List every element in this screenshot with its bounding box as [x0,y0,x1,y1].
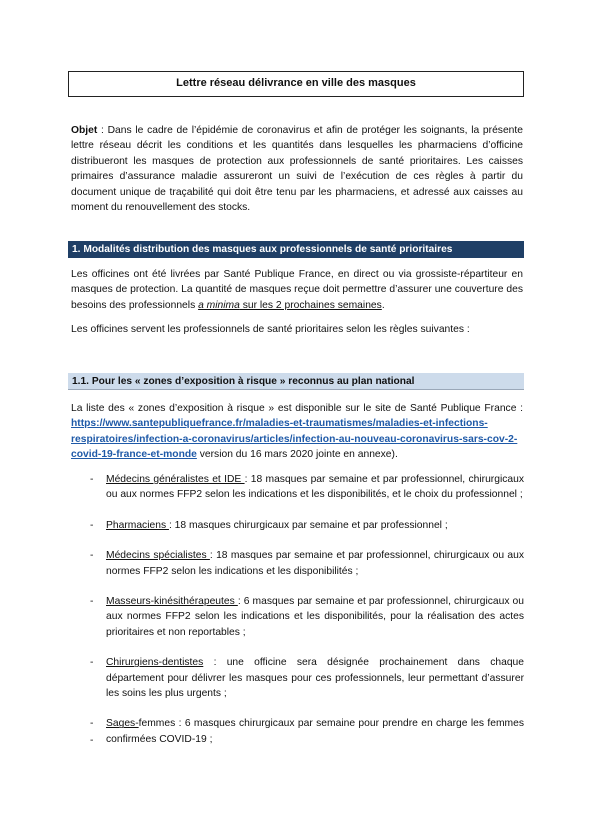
section-1-paragraph-2 [71,322,523,337]
objet-text: : Dans le cadre de l’épidémie de coronavirus et afin de protéger les soignants, la présente lettre réseau décrit les conditions et les quantités dans lesquelles les pharmaciens d’officine distribueront les masques de protection aux professionnels de santé prioritaires. Les caisses primaires d’assurance maladie assureront un suivi de l’exécution de ces règles à partir du document unique de traçabilité qui doit être tenu par les pharmaciens, et adressé aux caisses au moment du renouvellement des stocks. [71,125,523,214]
objet-label: Objet [71,125,98,136]
list-item [90,548,524,579]
document-title [68,71,524,97]
list-item-text: : une officine sera désignée prochainement dans chaque département pour délivrer les masques pour ces professionnels, leur permettant d’assurer les soins les plus urgents ; [106,657,524,700]
list-item-text: femmes : 6 masques chirurgicaux par semaine pour prendre en charge les femmes confirmées COVID-19 ; [106,718,524,745]
section-1-heading-text: 1. Modalités distribution des masques aux professionnels de santé prioritaires [72,244,453,255]
list-item-label: Pharmaciens [106,519,169,531]
para1-underlined: sur les 2 prochaines semaines [239,299,382,311]
professionals-list [90,472,524,762]
document-title-text: Lettre réseau délivrance en ville des masques [176,77,416,90]
section-1-1-paragraph [71,401,523,463]
list-item-label: Médecins spécialistes [106,550,210,562]
list-item [90,472,524,503]
para1-text-a: Les officines ont été livrées par Santé Publique France, en direct ou via grossiste-répartiteur en masques de protection. La quantité de masques reçue doit permettre d’assurer une couverture des besoins des professionnels [71,269,523,311]
list-item-label: Sages- [106,718,139,730]
list-item [90,594,524,640]
list-item-text: : 18 masques par semaine et par professionnel, chirurgicaux ou aux normes FFP2 selon les indications et les disponibilités ; [106,550,524,577]
list-item [90,655,524,701]
list-item-label: Chirurgiens-dentistes [106,657,204,669]
section-1-heading [68,241,524,258]
spf-link[interactable]: https://www.santepubliquefrance.fr/maladies-et-traumatismes/maladies-et-infections-respiratoires/infection-a-coronavirus/articles/infection-au-nouveau-coronavirus-sars-cov-2-covid-19-france-et-monde [71,418,518,461]
list-item-label: Médecins généralistes et IDE [106,474,245,485]
section-1-1-text-a: La liste des « zones d’exposition à risque » est disponible sur le site de Santé Publique France : [71,403,523,414]
list-dash: - [90,596,94,608]
section-1-1-heading-text: 1.1. Pour les « zones d’exposition à risque » reconnus au plan national [72,376,415,387]
section-1-1-heading [68,373,524,390]
section-1-paragraph-1 [71,267,523,313]
list-dash: - [90,550,94,562]
list-item-text: : 18 masques par semaine et par professionnel, chirurgicaux ou aux normes FFP2 selon les indications et les disponibilités, et le choix du professionnel ; [106,474,524,501]
list-dash: - [90,474,94,485]
list-item [90,518,524,533]
list-item-text: : 6 masques par semaine et par professionnel, chirurgicaux ou aux normes FFP2 selon les indications et les disponibilités, pour la réalisation des actes prioritaires et non reportables ; [106,596,524,638]
section-1-1-text-b: version du 16 mars 2020 jointe en annexe). [196,449,398,461]
objet-paragraph [71,123,523,215]
list-dash: - [90,519,94,531]
trailing-dash: - [90,735,94,746]
list-item-label: Masseurs-kinésithérapeutes [106,596,238,608]
para1-text-c: . [381,299,385,311]
para2-text: Les officines servent les professionnels de santé prioritaires selon les règles suivantes : [71,324,470,335]
list-dash: - [90,657,94,669]
list-dash: - [90,718,94,730]
list-item [90,716,524,747]
para1-italic: a minima [198,299,240,311]
list-item-text: : 18 masques chirurgicaux par semaine et par professionnel ; [168,519,448,531]
